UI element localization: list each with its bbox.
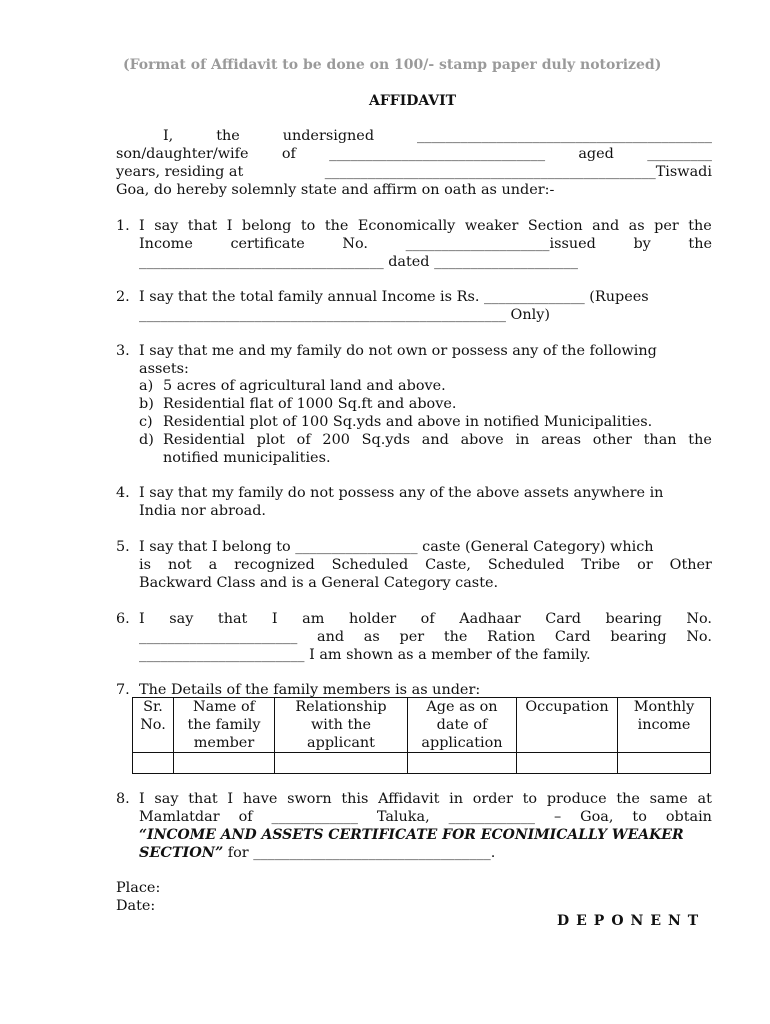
word: produce [546, 791, 607, 807]
place-label: Place: [116, 880, 161, 896]
col-member-name: Name of the family member [174, 698, 275, 753]
word: son/daughter/wife [116, 146, 249, 162]
word: ____________ [271, 809, 358, 825]
word: ______________________________ [329, 146, 546, 162]
table-cell [275, 753, 408, 774]
word: Affidavit [378, 791, 440, 807]
word: a [208, 557, 218, 573]
word: to [300, 218, 316, 234]
col-monthly-income: Monthly income [618, 698, 711, 753]
word: to [632, 809, 647, 825]
para-1-number: 1. [116, 218, 130, 234]
col-sr-no: Sr. No. [133, 698, 174, 753]
word: say [154, 791, 179, 807]
word: the [688, 236, 712, 252]
para-5-number: 5. [116, 539, 130, 555]
word: ______________________________________________Tiswadi [324, 164, 712, 180]
word: Goa, [580, 809, 614, 825]
table-cell [618, 753, 711, 774]
word: No. [686, 629, 712, 645]
word: I [226, 218, 233, 234]
word: _________ [647, 146, 712, 162]
para-8-line-2 [139, 808, 712, 826]
para-3-number: 3. [116, 343, 130, 359]
word: Caste, [425, 557, 471, 573]
table-row [133, 753, 711, 774]
word: to [522, 791, 538, 807]
word: as [628, 218, 645, 234]
word: of [281, 146, 296, 162]
word: that [187, 218, 218, 234]
asset-item-d-cont: notified municipalities. [163, 450, 331, 466]
word: say [169, 611, 194, 627]
word: aged [578, 146, 614, 162]
word: as [363, 629, 380, 645]
asset-item-b: Residential flat of 1000 Sq.ft and above. [163, 396, 457, 412]
word: the [616, 791, 640, 807]
word: this [341, 791, 369, 807]
para-1-line-2 [139, 235, 712, 253]
word: ____________ [448, 809, 535, 825]
para-4-line-2: India nor abroad. [139, 503, 267, 519]
word: recognized [234, 557, 315, 573]
word: am [302, 611, 325, 627]
para-2-number: 2. [116, 289, 130, 305]
word: not [167, 557, 192, 573]
word: I [271, 611, 278, 627]
word: of [296, 432, 311, 448]
asset-item-b-label: b) [139, 396, 154, 412]
para-2-line-1: I say that the total family annual Income is Rs. ______________ (Rupees [139, 289, 649, 305]
word: of [238, 809, 253, 825]
word: and [421, 432, 449, 448]
para-1-line-3: __________________________________ dated ____________________ [139, 254, 578, 270]
word: Aadhaar [459, 611, 521, 627]
word: bearing [605, 611, 662, 627]
word: and [317, 629, 345, 645]
word: belong [241, 218, 292, 234]
para-2-line-2: ___________________________________________________ Only) [139, 307, 550, 323]
word: Sq.yds [361, 432, 411, 448]
certificate-name: “INCOME AND ASSETS CERTIFICATE FOR ECONIMICALLY WEAKER [139, 827, 684, 843]
para-6-line-3: _______________________ I am shown as a member of the family. [139, 647, 591, 663]
para-4-line-1: I say that my family do not possess any of the above assets anywhere in [139, 485, 664, 501]
word: or [637, 557, 653, 573]
certificate-name-cont: SECTION” [139, 844, 224, 861]
word: Card [554, 629, 591, 645]
col-occupation: Occupation [517, 698, 618, 753]
word: Tribe [581, 557, 621, 573]
word: Income [139, 236, 193, 252]
word: per [654, 218, 679, 234]
word: I [139, 791, 145, 807]
asset-item-a: 5 acres of agricultural land and above. [163, 378, 446, 394]
word: ____________________issued [405, 236, 596, 252]
format-note: (Format of Affidavit to be done on 100/- stamp paper duly notorized) [123, 57, 662, 73]
purpose-blank: for _________________________________. [223, 845, 496, 861]
word: obtain [665, 809, 712, 825]
intro-line-2 [116, 145, 712, 163]
asset-item-c-label: c) [139, 414, 153, 430]
word: per [399, 629, 425, 645]
word: above [460, 432, 504, 448]
para-6-number: 6. [116, 611, 130, 627]
word: Taluka, [376, 809, 430, 825]
table-cell [133, 753, 174, 774]
intro-line-1 [163, 127, 712, 145]
word: No. [686, 611, 712, 627]
col-age: Age as on date of application [408, 698, 517, 753]
para-5-line-1: I say that I belong to _________________ caste (General Category) which [139, 539, 654, 555]
word: Other [669, 557, 712, 573]
intro-line-3 [116, 163, 712, 181]
word: I, [163, 128, 174, 144]
word: Section [527, 218, 583, 234]
asset-item-a-label: a) [139, 378, 154, 394]
word: Residential [163, 432, 245, 448]
word: holder [348, 611, 397, 627]
word: order [472, 791, 513, 807]
para-6-line-1 [139, 610, 712, 628]
para-3-line-1: I say that me and my family do not own or possess any of the following [139, 343, 657, 359]
word: other [592, 432, 632, 448]
word: _________________________________________ [416, 128, 712, 144]
word: bearing [610, 629, 667, 645]
word: in [515, 432, 530, 448]
word: the [688, 432, 712, 448]
para-5-line-3: Backward Class and is a General Category caste. [139, 575, 499, 591]
word: of [420, 611, 435, 627]
word: ______________________ [139, 629, 298, 645]
word: No. [342, 236, 368, 252]
word: weaker [464, 218, 519, 234]
word: and [592, 218, 620, 234]
word: I [139, 218, 145, 234]
word: by [633, 236, 651, 252]
word: I [139, 611, 145, 627]
word: the [688, 218, 712, 234]
word: Economically [357, 218, 456, 234]
para-7-number: 7. [116, 682, 130, 698]
para-4-number: 4. [116, 485, 130, 501]
asset-item-d-label: d) [139, 432, 154, 448]
para-1-line-1 [139, 217, 712, 235]
word: Mamlatdar [139, 809, 220, 825]
word: 200 [322, 432, 350, 448]
word: years, residing at [116, 164, 244, 180]
para-7-line-1: The Details of the family members is as under: [139, 682, 481, 698]
intro-line-4: Goa, do hereby solemnly state and affirm on oath as under:- [116, 182, 555, 198]
word: Scheduled [331, 557, 409, 573]
word: at [697, 791, 712, 807]
word: is [139, 557, 151, 573]
family-members-table [132, 697, 711, 774]
date-label: Date: [116, 898, 156, 914]
para-8-line-4 [139, 844, 495, 862]
para-8-number: 8. [116, 791, 130, 807]
word: certificate [230, 236, 305, 252]
word: the [324, 218, 349, 234]
word: say [154, 218, 179, 234]
word: have [242, 791, 278, 807]
word: that [217, 611, 248, 627]
word: sworn [287, 791, 332, 807]
para-8-line-1 [139, 790, 712, 808]
word: than [643, 432, 677, 448]
para-3-line-2: assets: [139, 361, 189, 377]
para-6-line-2 [139, 628, 712, 646]
asset-item-c: Residential plot of 100 Sq.yds and above in notified Municipalities. [163, 414, 653, 430]
table-header-row [133, 698, 711, 753]
word: Card [545, 611, 581, 627]
table-cell [517, 753, 618, 774]
word: I [227, 791, 234, 807]
word: Scheduled [487, 557, 565, 573]
document-title: AFFIDAVIT [369, 93, 457, 109]
word: plot [256, 432, 285, 448]
table-cell [174, 753, 275, 774]
word: undersigned [282, 128, 375, 144]
word: the [443, 629, 468, 645]
word: same [649, 791, 688, 807]
word: Ration [487, 629, 536, 645]
para-5-line-2 [139, 556, 712, 574]
asset-item-d [163, 431, 712, 449]
word: that [188, 791, 218, 807]
word: areas [541, 432, 582, 448]
word: – [553, 809, 562, 825]
table-cell [408, 753, 517, 774]
col-relationship: Relationship with the applicant [275, 698, 408, 753]
word: in [449, 791, 463, 807]
word: the [216, 128, 240, 144]
deponent-signature-label: DEPONENT [557, 913, 706, 929]
